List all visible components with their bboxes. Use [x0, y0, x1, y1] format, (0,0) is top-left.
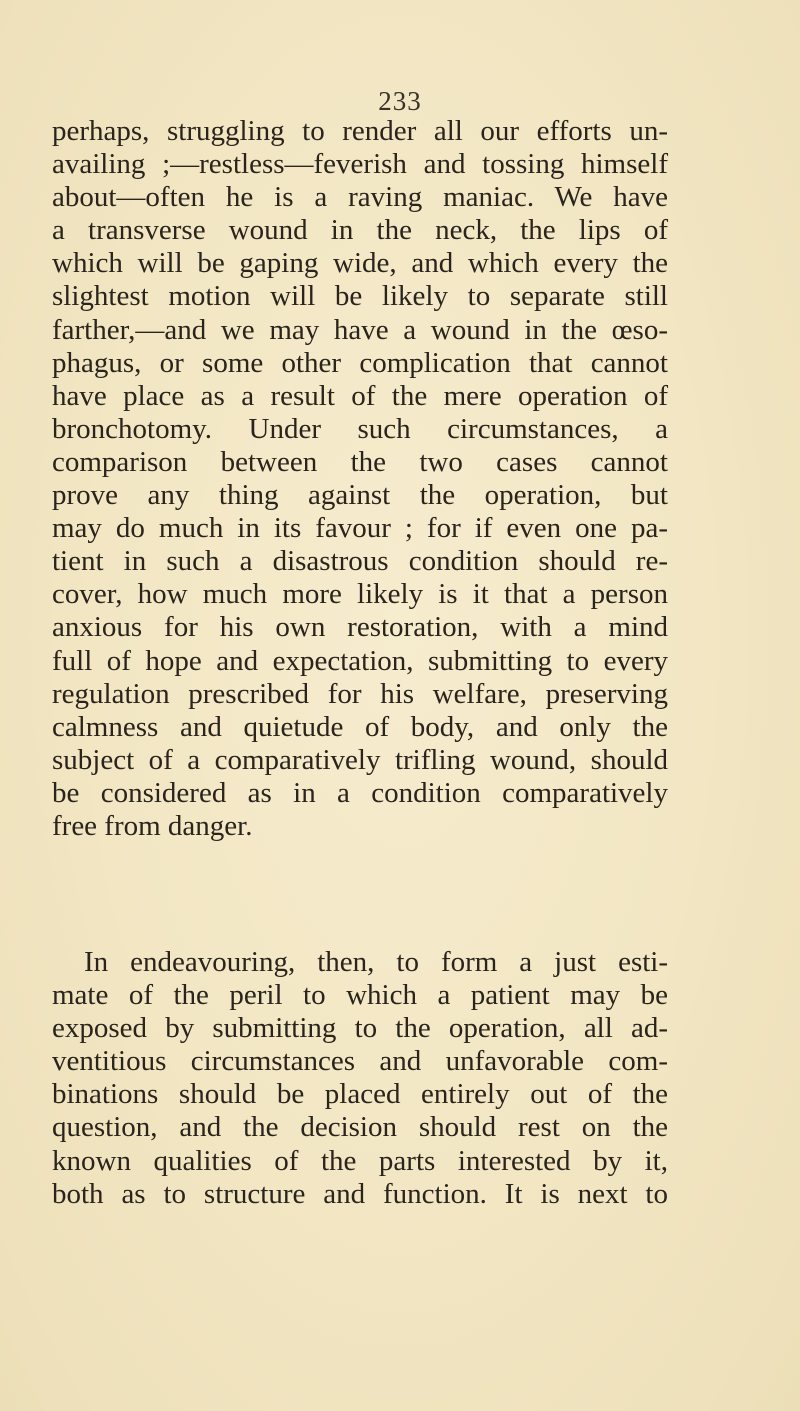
text-line: about—often he is a raving maniac. We have	[52, 181, 668, 214]
text-line: full of hope and expectation, submitting to every	[52, 644, 668, 677]
text-line: known qualities of the parts interested by it,	[52, 1144, 668, 1177]
text-line: have place as a result of the mere operation of	[52, 379, 668, 412]
text-line: bronchotomy. Under such circumstances, a	[52, 412, 668, 445]
text-line: question, and the decision should rest on the	[52, 1111, 668, 1144]
text-line: free from danger.	[52, 809, 253, 842]
paragraph-1	[52, 115, 668, 843]
text-line: cover, how much more likely is it that a person	[52, 578, 668, 611]
paragraph-2	[52, 946, 668, 1211]
text-line: farther,—and we may have a wound in the œso-	[52, 313, 668, 346]
text-line: exposed by submitting to the operation, all ad-	[52, 1012, 668, 1045]
text-line: both as to structure and function. It is next to	[52, 1177, 668, 1210]
page-number: 233	[378, 86, 422, 116]
text-line: which will be gaping wide, and which every the	[52, 247, 668, 280]
text-line: prove any thing against the operation, but	[52, 479, 668, 512]
text-line: be considered as in a condition comparatively	[52, 776, 668, 809]
text-line: anxious for his own restoration, with a mind	[52, 611, 668, 644]
text-line: tient in such a disastrous condition should re-	[52, 545, 668, 578]
text-line: a transverse wound in the neck, the lips of	[52, 214, 668, 247]
text-line: may do much in its favour ; for if even one pa-	[52, 512, 668, 545]
text-line: binations should be placed entirely out of the	[52, 1078, 668, 1111]
text-line: In endeavouring, then, to form a just esti-	[84, 946, 668, 978]
text-line: comparison between the two cases cannot	[52, 445, 668, 478]
text-line: calmness and quietude of body, and only the	[52, 710, 668, 743]
text-line: mate of the peril to which a patient may be	[52, 979, 668, 1012]
text-line: ventitious circumstances and unfavorable com-	[52, 1045, 668, 1078]
text-line: phagus, or some other complication that cannot	[52, 346, 668, 379]
text-line: perhaps, struggling to render all our efforts un-	[52, 115, 668, 147]
text-line: subject of a comparatively trifling wound, should	[52, 743, 668, 776]
text-line: slightest motion will be likely to separate still	[52, 280, 668, 313]
text-line: availing ;—restless—feverish and tossing himself	[52, 148, 668, 181]
text-line: regulation prescribed for his welfare, preserving	[52, 677, 668, 710]
